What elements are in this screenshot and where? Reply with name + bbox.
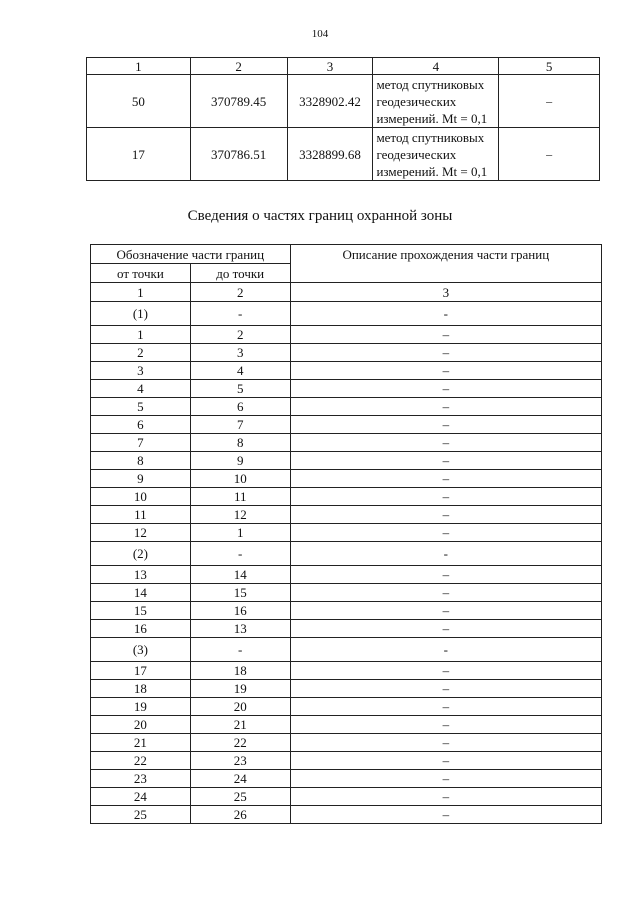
to-point: 23 xyxy=(190,752,290,770)
description-cell: – xyxy=(290,680,601,698)
description-cell: - xyxy=(290,542,601,566)
to-point: 20 xyxy=(190,698,290,716)
coord-header-cell: 2 xyxy=(190,58,287,75)
parts-header-row xyxy=(91,245,602,264)
from-point: 18 xyxy=(91,680,191,698)
table-row xyxy=(91,602,602,620)
method-description xyxy=(373,75,499,128)
from-point: 22 xyxy=(91,752,191,770)
description-cell: – xyxy=(290,806,601,824)
description-cell: – xyxy=(290,524,601,542)
from-point: 12 xyxy=(91,524,191,542)
from-point: 24 xyxy=(91,788,191,806)
to-point: 4 xyxy=(190,362,290,380)
column-number: 2 xyxy=(190,283,290,302)
method-description xyxy=(373,128,499,181)
table-row xyxy=(91,398,602,416)
header-from-point: от точки xyxy=(91,264,191,283)
table-row xyxy=(91,716,602,734)
from-point: 21 xyxy=(91,734,191,752)
description-cell: – xyxy=(290,380,601,398)
table-row xyxy=(91,620,602,638)
table-row xyxy=(91,362,602,380)
to-point: 24 xyxy=(190,770,290,788)
description-cell: – xyxy=(290,788,601,806)
coord-header-cell: 3 xyxy=(287,58,373,75)
from-point: 19 xyxy=(91,698,191,716)
from-point: 9 xyxy=(91,470,191,488)
to-point: 26 xyxy=(190,806,290,824)
description-cell: – xyxy=(290,716,601,734)
coord-y: 3328899.68 xyxy=(287,128,373,181)
table-row xyxy=(91,434,602,452)
from-point: 6 xyxy=(91,416,191,434)
description-cell: – xyxy=(290,602,601,620)
method-line: метод спутниковых xyxy=(376,76,485,92)
section-row xyxy=(91,638,602,662)
from-point: 10 xyxy=(91,488,191,506)
table-row xyxy=(91,734,602,752)
from-point: 23 xyxy=(91,770,191,788)
table-row xyxy=(91,662,602,680)
from-point: (3) xyxy=(91,638,191,662)
table-row xyxy=(91,680,602,698)
description-cell: – xyxy=(290,752,601,770)
description-cell: – xyxy=(290,344,601,362)
page-number: 104 xyxy=(311,28,329,40)
column-number: 1 xyxy=(91,283,191,302)
table-row xyxy=(91,344,602,362)
table-row xyxy=(91,770,602,788)
coord-header-cell: 4 xyxy=(373,58,499,75)
coord-table-header-row xyxy=(87,58,600,75)
to-point: 16 xyxy=(190,602,290,620)
description-cell: – xyxy=(290,326,601,344)
point-number: 17 xyxy=(87,128,191,181)
table-row xyxy=(91,470,602,488)
to-point: 3 xyxy=(190,344,290,362)
table-row xyxy=(87,75,600,128)
from-point: 17 xyxy=(91,662,191,680)
note-cell: – xyxy=(499,128,600,181)
description-cell: – xyxy=(290,398,601,416)
from-point: 7 xyxy=(91,434,191,452)
description-cell: – xyxy=(290,434,601,452)
section-row xyxy=(91,302,602,326)
from-point: 15 xyxy=(91,602,191,620)
to-point: 5 xyxy=(190,380,290,398)
description-cell: – xyxy=(290,698,601,716)
description-cell: – xyxy=(290,662,601,680)
section-row xyxy=(91,542,602,566)
section-title: Сведения о частях границ охранной зоны xyxy=(187,208,453,224)
parts-column-numbers-row xyxy=(91,283,602,302)
header-to-point: до точки xyxy=(190,264,290,283)
description-cell: – xyxy=(290,584,601,602)
from-point: 8 xyxy=(91,452,191,470)
note-cell: – xyxy=(499,75,600,128)
table-row xyxy=(91,752,602,770)
description-cell: – xyxy=(290,566,601,584)
to-point: 9 xyxy=(190,452,290,470)
method-line: измерений. Mt = 0,1 xyxy=(376,110,488,126)
coord-header-cell: 1 xyxy=(87,58,191,75)
to-point: 7 xyxy=(190,416,290,434)
from-point: 13 xyxy=(91,566,191,584)
to-point: - xyxy=(190,638,290,662)
from-point: 3 xyxy=(91,362,191,380)
table-row xyxy=(91,326,602,344)
point-number: 50 xyxy=(87,75,191,128)
to-point: 10 xyxy=(190,470,290,488)
from-point: (2) xyxy=(91,542,191,566)
to-point: 2 xyxy=(190,326,290,344)
method-line: метод спутниковых xyxy=(376,129,485,145)
from-point: 1 xyxy=(91,326,191,344)
to-point: - xyxy=(190,542,290,566)
to-point: 11 xyxy=(190,488,290,506)
from-point: 14 xyxy=(91,584,191,602)
to-point: 12 xyxy=(190,506,290,524)
header-description: Описание прохождения части границ xyxy=(290,245,601,283)
description-cell: – xyxy=(290,770,601,788)
boundary-parts-table xyxy=(90,244,602,824)
coord-y: 3328902.42 xyxy=(287,75,373,128)
to-point: 1 xyxy=(190,524,290,542)
table-row xyxy=(91,488,602,506)
table-row xyxy=(91,788,602,806)
coord-header-cell: 5 xyxy=(499,58,600,75)
to-point: 15 xyxy=(190,584,290,602)
method-line: измерений. Mt = 0,1 xyxy=(376,163,488,179)
table-row xyxy=(91,698,602,716)
table-row xyxy=(91,524,602,542)
from-point: 20 xyxy=(91,716,191,734)
coord-x: 370789.45 xyxy=(190,75,287,128)
to-point: - xyxy=(190,302,290,326)
to-point: 13 xyxy=(190,620,290,638)
coord-x: 370786.51 xyxy=(190,128,287,181)
table-row xyxy=(91,380,602,398)
table-row xyxy=(91,806,602,824)
from-point: 4 xyxy=(91,380,191,398)
column-number: 3 xyxy=(290,283,601,302)
method-line: геодезических xyxy=(376,146,457,162)
from-point: 25 xyxy=(91,806,191,824)
to-point: 8 xyxy=(190,434,290,452)
description-cell: – xyxy=(290,416,601,434)
table-row xyxy=(91,584,602,602)
description-cell: – xyxy=(290,488,601,506)
table-row xyxy=(91,452,602,470)
from-point: 5 xyxy=(91,398,191,416)
to-point: 21 xyxy=(190,716,290,734)
description-cell: – xyxy=(290,734,601,752)
table-row xyxy=(91,416,602,434)
description-cell: – xyxy=(290,506,601,524)
description-cell: – xyxy=(290,362,601,380)
to-point: 6 xyxy=(190,398,290,416)
description-cell: – xyxy=(290,470,601,488)
table-row xyxy=(87,128,600,181)
description-cell: - xyxy=(290,638,601,662)
to-point: 22 xyxy=(190,734,290,752)
to-point: 18 xyxy=(190,662,290,680)
table-row xyxy=(91,506,602,524)
to-point: 25 xyxy=(190,788,290,806)
description-cell: – xyxy=(290,452,601,470)
table-row xyxy=(91,566,602,584)
coordinates-table xyxy=(86,57,600,181)
from-point: 11 xyxy=(91,506,191,524)
from-point: (1) xyxy=(91,302,191,326)
from-point: 16 xyxy=(91,620,191,638)
from-point: 2 xyxy=(91,344,191,362)
header-boundary-designation: Обозначение части границ xyxy=(91,245,291,264)
to-point: 14 xyxy=(190,566,290,584)
description-cell: – xyxy=(290,620,601,638)
description-cell: - xyxy=(290,302,601,326)
method-line: геодезических xyxy=(376,93,457,109)
to-point: 19 xyxy=(190,680,290,698)
